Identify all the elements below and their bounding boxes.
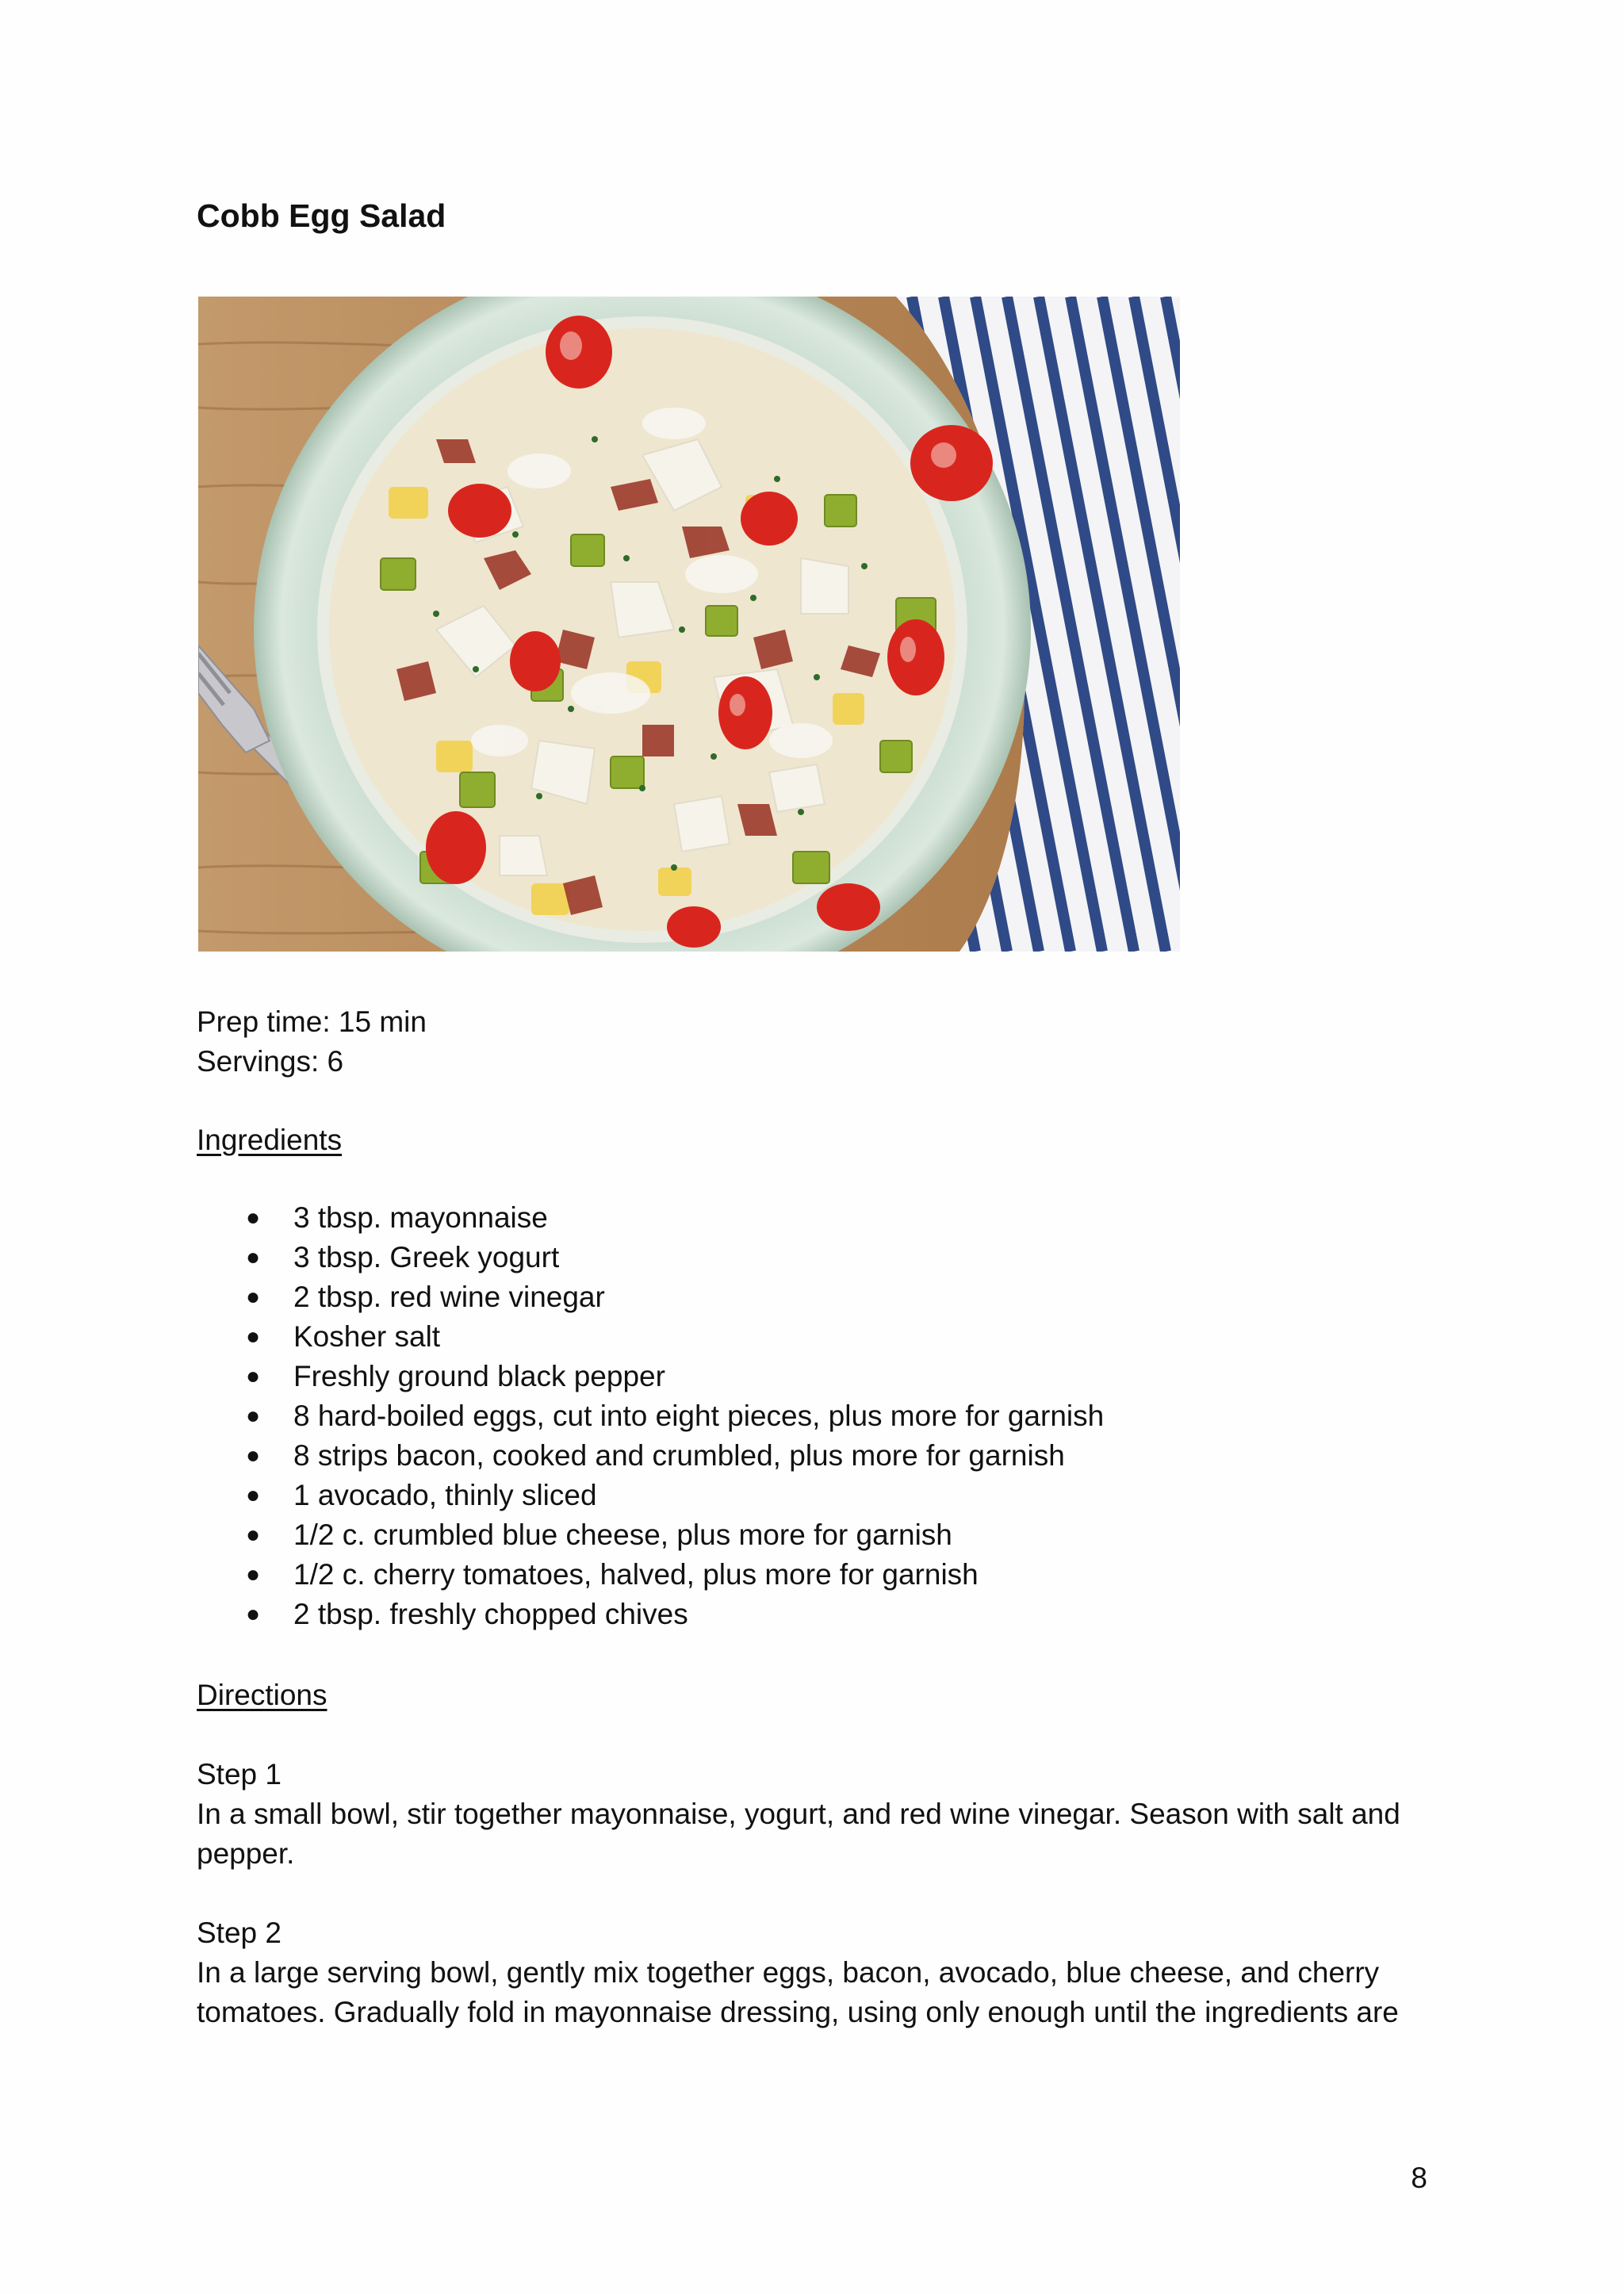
ingredient-item: ● 2 tbsp. freshly chopped chives [197, 1595, 1104, 1634]
ingredient-item: ● 8 hard-boiled eggs, cut into eight pieces, plus more for garnish [197, 1396, 1104, 1436]
bullet-icon: ● [246, 1482, 261, 1508]
ingredient-item: ● 1/2 c. crumbled blue cheese, plus more for garnish [197, 1515, 1104, 1555]
salad-photo-illustration [198, 297, 1180, 952]
bullet-icon: ● [246, 1561, 261, 1587]
prep-time: Prep time: 15 min [197, 1005, 427, 1038]
bullet-icon: ● [246, 1284, 261, 1310]
servings: Servings: 6 [197, 1045, 344, 1078]
bullet-icon: ● [246, 1363, 261, 1389]
step-2-text: In a large serving bowl, gently mix together eggs, bacon, avocado, blue cheese, and cherry tomatoes. Gradually fold in mayonnaise dressing, using only enough until the ingredients are [197, 1956, 1399, 2028]
step-1-label: Step 1 [197, 1758, 282, 1790]
ingredients-heading: Ingredients [197, 1124, 343, 1156]
ingredient-item: ● 8 strips bacon, cooked and crumbled, plus more for garnish [197, 1436, 1104, 1476]
step-1-text: In a small bowl, stir together mayonnaise, yogurt, and red wine vinegar. Season with salt and pepper. [197, 1798, 1400, 1870]
step-2-label: Step 2 [197, 1917, 282, 1949]
bullet-icon: ● [246, 1601, 261, 1627]
ingredient-item: ● 1/2 c. cherry tomatoes, halved, plus more for garnish [197, 1555, 1104, 1595]
bullet-icon: ● [246, 1522, 261, 1548]
ingredient-item: ● Freshly ground black pepper [197, 1357, 1104, 1396]
bullet-icon: ● [246, 1204, 261, 1231]
ingredient-item: ● 3 tbsp. mayonnaise [197, 1198, 1104, 1238]
ingredient-item: ● 3 tbsp. Greek yogurt [197, 1238, 1104, 1277]
directions-heading: Directions [197, 1679, 327, 1711]
recipe-title: Cobb Egg Salad [197, 197, 446, 234]
ingredients-list [197, 1198, 1104, 1634]
bullet-icon: ● [246, 1323, 261, 1350]
bullet-icon: ● [246, 1442, 261, 1469]
bullet-icon: ● [246, 1403, 261, 1429]
ingredient-item: ● 1 avocado, thinly sliced [197, 1476, 1104, 1515]
ingredient-item: ● 2 tbsp. red wine vinegar [197, 1277, 1104, 1317]
ingredient-item: ● Kosher salt [197, 1317, 1104, 1357]
salad-photo [198, 297, 1180, 952]
page-number: 8 [1411, 2162, 1427, 2194]
bullet-icon: ● [246, 1244, 261, 1270]
